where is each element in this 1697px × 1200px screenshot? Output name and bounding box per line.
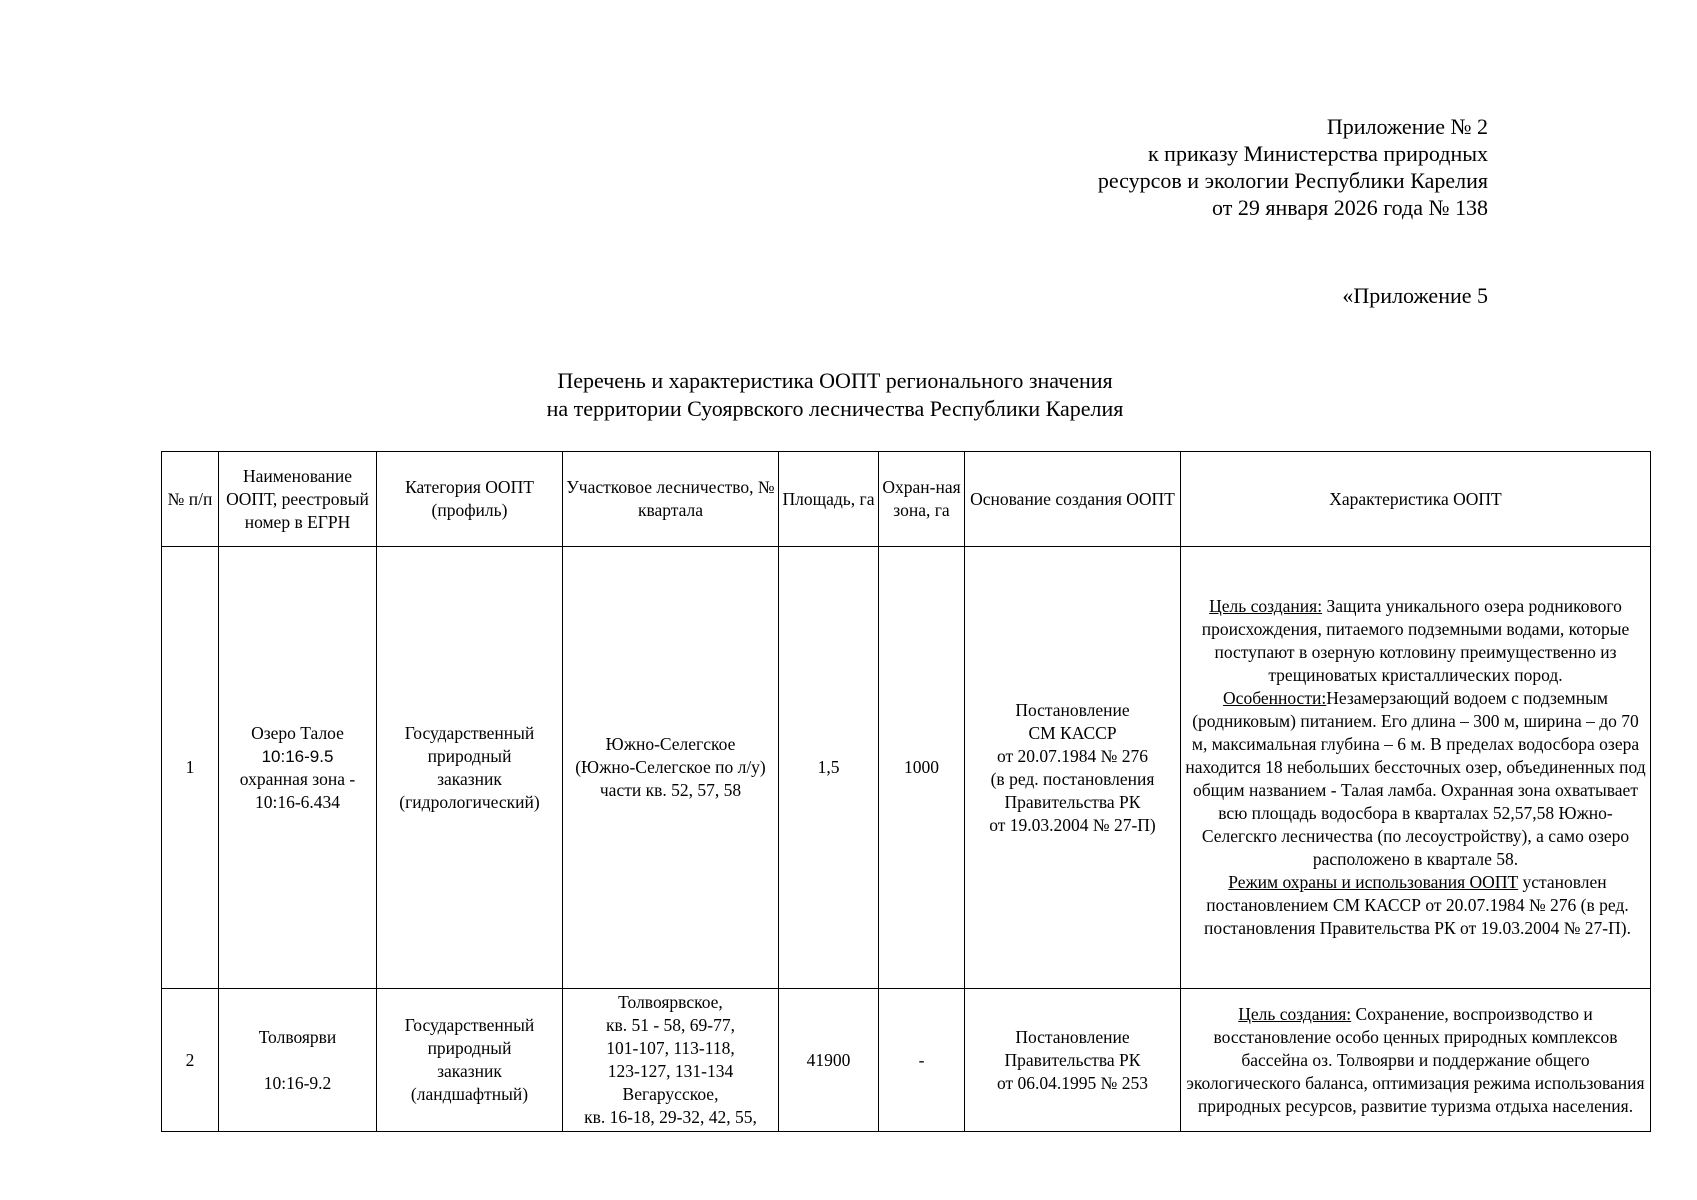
col-header-characteristics: Характеристика ООПТ (1181, 452, 1651, 547)
row-area: 41900 (779, 989, 879, 1132)
col-header-name: Наименование ООПТ, реестровый номер в ЕГРН (219, 452, 377, 547)
table-row (162, 989, 1651, 1132)
features-paragraph (1184, 687, 1647, 871)
mode-text: установлен постановлением СМ КАССР от 20.07.1984 № 276 (в ред. постановления Правительства РК от 19.03.2004 № 27-П). (1204, 872, 1631, 938)
category-line: природный (427, 745, 512, 766)
title-line-1: Перечень и характеристика ООПТ регионального значения (557, 368, 1113, 393)
category-line: природный (427, 1038, 512, 1058)
category-line: заказник (437, 768, 502, 789)
forestry-line: 123-127, 131-134 (607, 1061, 734, 1081)
annex-ministry-line: ресурсов и экологии Республики Карелия (1097, 168, 1488, 193)
forestry-line: Вегарусское, (622, 1084, 719, 1104)
row-zone: 1000 (879, 547, 965, 989)
col-header-zone: Охран-ная зона, га (879, 452, 965, 547)
row-num: 1 (162, 547, 219, 989)
mode-paragraph (1184, 871, 1647, 940)
oopt-registry-number: 10:16-9.5 (261, 746, 334, 766)
category-line: заказник (437, 1061, 502, 1081)
oopt-table (161, 451, 1651, 1132)
goal-label: Цель создания: (1238, 1003, 1352, 1024)
basis-line: Постановление (1015, 699, 1130, 720)
basis-line: (в ред. постановления (990, 768, 1155, 789)
oopt-registry-number: 10:16-9.2 (263, 1072, 332, 1093)
protected-zone-label: охранная зона - (239, 768, 356, 789)
oopt-name: Озеро Талое (251, 722, 344, 743)
forestry-line: 101-107, 113-118, (606, 1038, 735, 1058)
forestry-line: Толвоярвское, (618, 992, 723, 1012)
forestry-line: (Южно-Селегское по л/у) (575, 757, 766, 777)
annex-header (1098, 113, 1488, 221)
col-header-category: Категория ООПТ (профиль) (377, 452, 563, 547)
table-row (162, 547, 1651, 989)
forestry-line: кв. 51 - 58, 69-77, (605, 1015, 736, 1035)
mode-label: Режим охраны и использования ООПТ (1228, 872, 1519, 892)
forestry-line: части кв. 52, 57, 58 (599, 780, 742, 800)
category-line: Государственный (404, 1015, 535, 1035)
col-header-basis: Основание создания ООПТ (965, 452, 1181, 547)
goal-text: Сохранение, воспроизводство и восстановление особо ценных природных комплексов бассейна оз. Толвоярви и поддержание общего экологического баланса, оптимизация режима использования природных ресурсов, развитие туризма отдыха населения. (1186, 1003, 1645, 1116)
row-forestry-cell (563, 547, 779, 989)
protected-zone-registry-number: 10:16-6.434 (254, 791, 341, 812)
goal-label: Цель создания: (1209, 596, 1323, 616)
row-num: 2 (162, 989, 219, 1132)
row-area: 1,5 (779, 547, 879, 989)
forestry-line: кв. 16-18, 29-32, 42, 55, (584, 1107, 757, 1127)
row-characteristics-cell (1181, 547, 1651, 989)
row-category-cell (377, 989, 563, 1132)
basis-line: Правительства РК (1004, 791, 1141, 812)
row-category-cell (377, 547, 563, 989)
col-header-num: № п/п (162, 452, 219, 547)
goal-paragraph (1184, 595, 1647, 687)
row-zone: - (879, 989, 965, 1132)
basis-line: Постановление (1015, 1026, 1130, 1047)
basis-line: от 06.04.1995 № 253 (997, 1072, 1148, 1093)
document-title (160, 367, 1510, 423)
goal-text: Защита уникального озера родникового происхождения, питаемого подземными водами, которые поступают в озерную котловину преимущественно из трещиноватых кристаллических пород. (1201, 596, 1630, 685)
table-header-row (162, 452, 1651, 547)
goal-paragraph (1184, 1003, 1647, 1118)
category-profile: (ландшафтный) (410, 1084, 529, 1104)
row-forestry-cell (563, 989, 779, 1132)
title-line-2: на территории Суоярвского лесничества Республики Карелия (546, 396, 1124, 421)
basis-line: СМ КАССР (1028, 722, 1117, 743)
category-profile: (гидрологический) (399, 791, 540, 812)
oopt-name: Толвоярви (258, 1026, 337, 1047)
row-basis-cell (965, 547, 1181, 989)
features-text: Незамерзающий водоем с подземным (родниковым) питанием. Его длина – 300 м, ширина – до 70 м, максимальная глубина – 6 м. В пределах водосбора озера находится 18 небольших бессточных озер, объединенных под общим названием - Талая ламба. Охранная зона охватывает всю площадь водосбора в кварталах 52,57,58 Южно-Селегскго лесничества (по лесоустройству), а само озеро расположено в квартале 58. (1185, 688, 1646, 869)
basis-line: от 19.03.2004 № 27-П) (989, 814, 1156, 835)
category-line: Государственный (404, 722, 535, 743)
features-label: Особенности: (1223, 688, 1327, 708)
basis-line: Правительства РК (1004, 1049, 1141, 1070)
name-spacer (222, 1049, 373, 1072)
col-header-area: Площадь, га (779, 452, 879, 547)
annex-number: Приложение № 2 (1326, 114, 1488, 139)
row-basis-cell (965, 989, 1181, 1132)
col-header-forestry: Участковое лесничество, № квартала (563, 452, 779, 547)
forestry-line: Южно-Селегское (605, 734, 736, 754)
annex-order-line: к приказу Министерства природных (1147, 141, 1488, 166)
annex-date-line: от 29 января 2026 года № 138 (1212, 195, 1488, 220)
basis-line: от 20.07.1984 № 276 (997, 745, 1148, 766)
row-characteristics-cell (1181, 989, 1651, 1132)
row-name-cell (219, 547, 377, 989)
prior-annex-label: «Приложение 5 (1342, 283, 1488, 308)
row-name-cell (219, 989, 377, 1132)
